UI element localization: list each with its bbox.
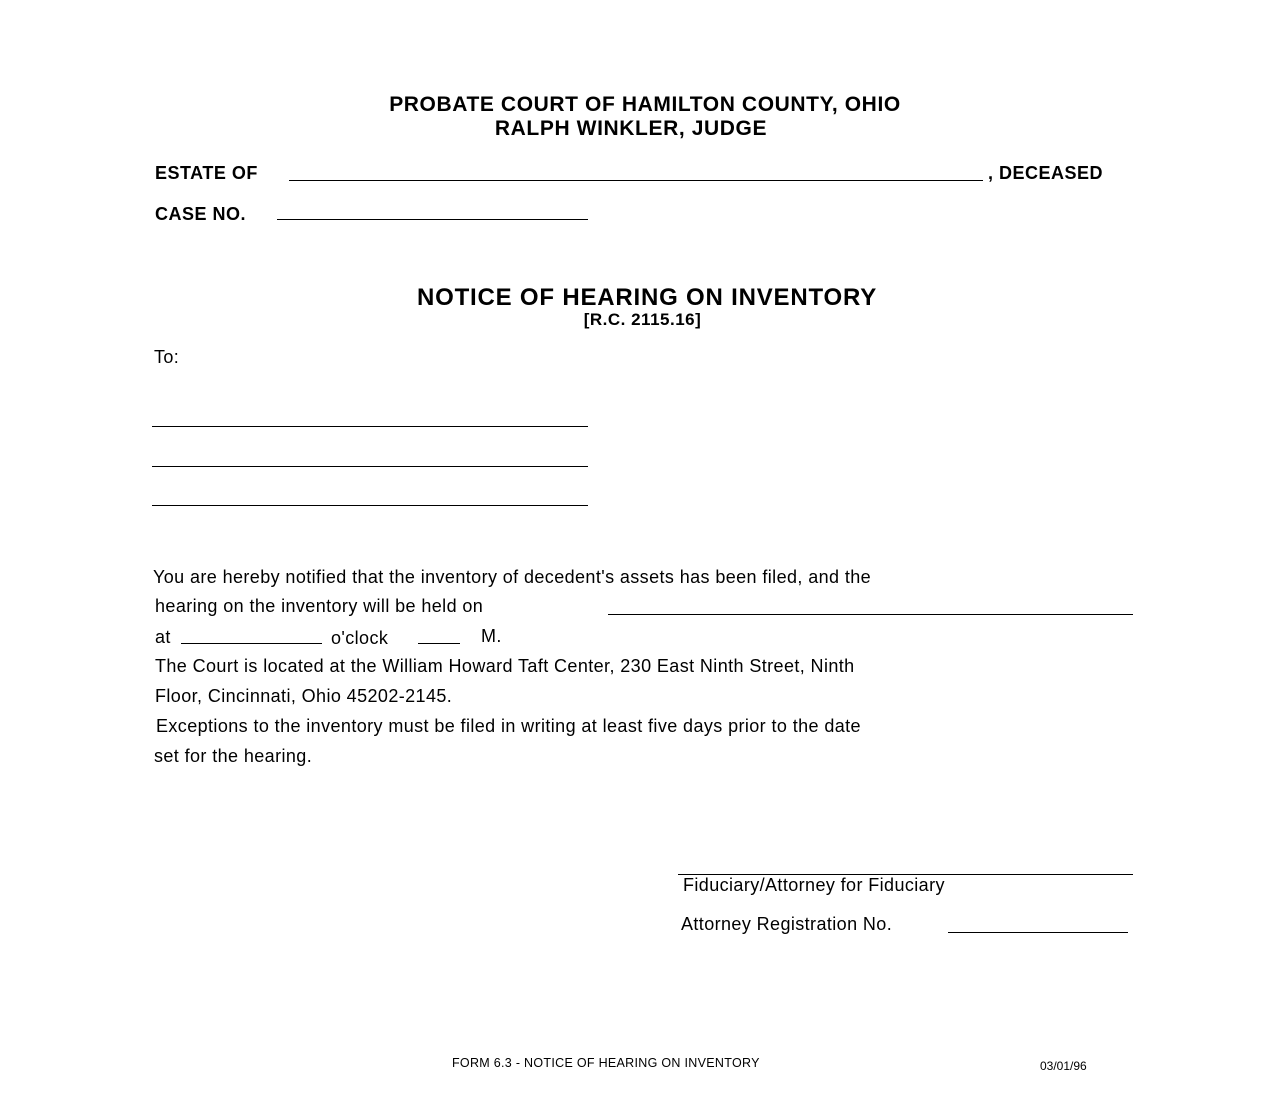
case-number-field[interactable] (277, 219, 588, 220)
exceptions-line-1: Exceptions to the inventory must be filed in writing at least five days prior to the date (156, 716, 861, 736)
court-location-line-2: Floor, Cincinnati, Ohio 45202-2145. (155, 686, 453, 706)
estate-name-field[interactable] (289, 180, 983, 181)
court-name: PROBATE COURT OF HAMILTON COUNTY, OHIO (389, 93, 901, 116)
recipient-line-2[interactable] (152, 466, 588, 467)
registration-label: Attorney Registration No. (681, 914, 893, 934)
notice-line-1: You are hereby notified that the inventory of decedent's assets has been filed, and the (153, 567, 872, 587)
at-label: at (155, 627, 171, 647)
notice-line-2: hearing on the inventory will be held on (155, 596, 484, 616)
case-number-label: CASE NO. (155, 204, 247, 224)
oclock-label: o'clock (331, 628, 389, 648)
hearing-time-field[interactable] (181, 643, 322, 644)
statute-reference: [R.C. 2115.16] (583, 310, 702, 329)
form-date: 03/01/96 (1040, 1059, 1087, 1073)
form-footer: FORM 6.3 - NOTICE OF HEARING ON INVENTORY (452, 1056, 760, 1070)
judge-name: RALPH WINKLER, JUDGE (494, 117, 768, 140)
hearing-date-field[interactable] (608, 614, 1133, 615)
exceptions-line-2: set for the hearing. (154, 746, 313, 766)
to-label: To: (154, 347, 180, 367)
page-title: NOTICE OF HEARING ON INVENTORY (416, 284, 878, 311)
fiduciary-label: Fiduciary/Attorney for Fiduciary (683, 875, 945, 895)
m-label: M. (481, 626, 502, 646)
registration-number-field[interactable] (948, 932, 1128, 933)
recipient-line-3[interactable] (152, 505, 588, 506)
recipient-line-1[interactable] (152, 426, 588, 427)
deceased-label: , DECEASED (988, 163, 1104, 183)
court-location-line-1: The Court is located at the William Howard Taft Center, 230 East Ninth Street, Ninth (155, 656, 855, 676)
am-pm-field[interactable] (418, 643, 460, 644)
estate-label: ESTATE OF (155, 163, 258, 183)
